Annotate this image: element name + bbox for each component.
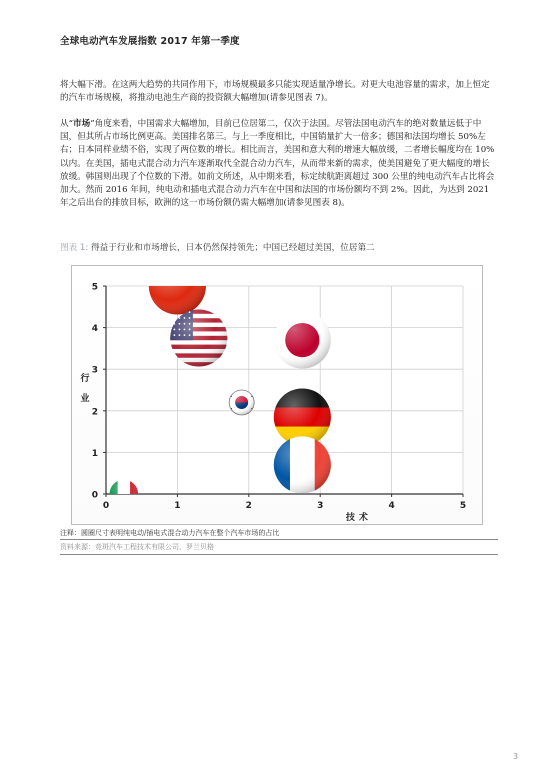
divider-line	[60, 554, 498, 555]
y-tick-label: 2	[91, 407, 98, 418]
y-tick-label: 4	[91, 324, 98, 335]
y-axis-title: 行业	[80, 374, 90, 405]
figure-caption	[60, 241, 375, 253]
paragraph-market-body: ”角度来看，中国需求大幅增加，目前已位居第二，仅次于法国。尽管法国电动汽车的绝对数量远低于中国，但其所占市场比例更高。美国排名第三。与上一季度相比，中国销量扩大一倍多；德国和法国均增长 50%左右；日本同样业绩不俗，实现了两位数的增长。相比而言，美国和意大利的增速大幅放缓，二者增长幅度均在 10%以内。在美国，插电式混合动力汽车逐渐取代全混合动力汽车，从而带来新的需求，使美国避免了更大幅度的增长放缓。韩国则出现了个位数的下滑。如前文所述，从中期来看，标定续航距离超过 300 公里的纯电动汽车占比将会加大。然而 2016 年间，纯电动和插电式混合动力汽车在中国和法国的市场份额均不到 2%。因此，为达到 2021 年之后出台的排放目标，欧洲的这一市场份额仍需大幅增加(请参见图表 8)。	[60, 119, 495, 209]
x-tick-label: 0	[102, 501, 110, 511]
x-tick-label: 5	[459, 501, 467, 511]
x-tick-label: 1	[174, 501, 181, 511]
figure-title: 得益于行业和市场增长，日本仍然保持领先；中国已经超过美国，位居第二	[91, 243, 375, 253]
paragraph-market	[60, 118, 498, 210]
paragraph-investment: 将大幅下滑。在这两大趋势的共同作用下，市场规模最多只能实现适量净增长。对更大电池容量的需求，加上恒定的汽车市场规模，将推动电池生产商的投资额大幅增加(请参见图表 7)。	[60, 80, 490, 104]
paragraph-market-keyword: 市场	[73, 119, 91, 129]
source-text: 资料来源：竞斑汽车工程技术有限公司，罗兰贝格	[60, 543, 214, 551]
figure-label: 图表 1:	[60, 243, 89, 253]
document-header-title: 全球电动汽车发展指数 2017 年第一季度	[60, 36, 240, 47]
y-tick-label: 3	[91, 365, 98, 376]
divider-line	[60, 539, 498, 540]
paragraph-market-open: 从“	[60, 119, 73, 129]
x-tick-label: 4	[388, 501, 395, 511]
x-tick-label: 3	[317, 501, 324, 511]
y-tick-label: 1	[91, 448, 98, 459]
bubble-chart	[71, 265, 483, 525]
y-tick-label: 0	[91, 490, 98, 501]
y-tick-label: 5	[91, 282, 98, 293]
x-tick-label: 2	[245, 501, 252, 511]
page-number: 3	[513, 752, 519, 761]
x-axis-title: 技术	[345, 513, 372, 523]
chart-note: 注释：圆圈尺寸表明纯电动/插电式混合动力汽车在整个汽车市场的占比	[60, 529, 280, 537]
